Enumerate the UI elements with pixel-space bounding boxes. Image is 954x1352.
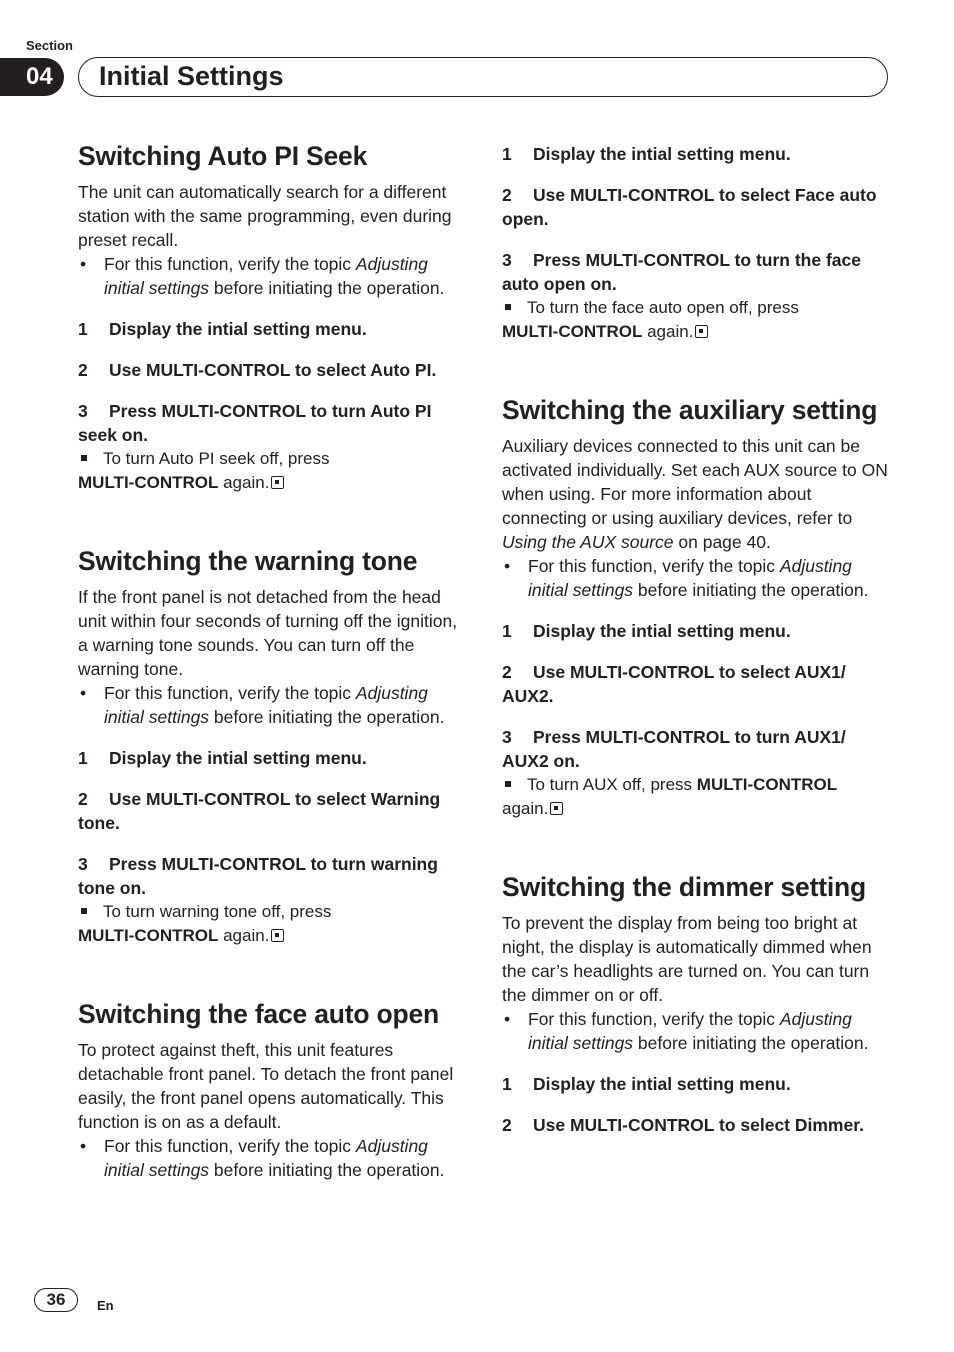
aux-source-link: Using the AUX source (502, 532, 674, 552)
auto-pi-bullet: • For this function, verify the topic Adjusting initial settings before initiating the operation. (80, 254, 445, 298)
dimmer-body: To prevent the display from being too bright at night, the display is automatically dimmed when the car’s headlights are turned on. You can turn the dimmer on or off. (502, 913, 872, 1005)
face-step-3: 3 Press MULTI-CONTROL to turn the face auto open on. (502, 250, 861, 294)
note-square-icon (81, 908, 87, 914)
adjusting-link: Adjusting initial settings (104, 254, 428, 298)
dimmer-heading: Switching the dimmer setting (502, 872, 866, 902)
note-square-icon (81, 455, 87, 461)
section-title: Initial Settings (78, 57, 888, 97)
auto-pi-step-1: 1 Display the intial setting menu. (78, 319, 367, 339)
auto-pi-note: To turn Auto PI seek off, press MULTI-CONTROL again. (78, 449, 330, 492)
warning-heading: Switching the warning tone (78, 546, 418, 576)
end-mark-icon (695, 325, 708, 338)
page-number: 36 (34, 1288, 78, 1312)
face-step-1: 1 Display the intial setting menu. (502, 144, 791, 164)
warning-note: To turn warning tone off, press MULTI-CONTROL again. (78, 902, 332, 945)
warning-body: If the front panel is not detached from the head unit within four seconds of turning off the ignition, a warning tone sounds. You can turn off the warning tone. (78, 587, 458, 679)
end-mark-icon (550, 802, 563, 815)
aux-heading: Switching the auxiliary setting (502, 395, 878, 425)
aux-step-1: 1 Display the intial setting menu. (502, 621, 791, 641)
face-body: To protect against theft, this unit features detachable front panel. To detach the front panel easily, the front panel opens automatically. This function is on as a default. (78, 1040, 454, 1132)
bullet-dot: • (80, 683, 87, 703)
face-bullet: • For this function, verify the topic Adjusting initial settings before initiating the operation. (80, 1136, 445, 1180)
language-code: En (97, 1298, 114, 1313)
bullet-dot: • (504, 556, 511, 576)
note-square-icon (505, 781, 511, 787)
auto-pi-body: The unit can automatically search for a different station with the same programming, even during preset recall. (78, 182, 452, 250)
aux-step-2: 2 Use MULTI-CONTROL to select AUX1/ AUX2. (502, 662, 846, 706)
warning-step-3: 3 Press MULTI-CONTROL to turn warning tone on. (78, 854, 438, 898)
bullet-dot: • (80, 1136, 87, 1156)
aux-step-3: 3 Press MULTI-CONTROL to turn AUX1/ AUX2 on. (502, 727, 846, 771)
bullet-dot: • (80, 254, 87, 274)
left-column (78, 138, 464, 1182)
face-step-2: 2 Use MULTI-CONTROL to select Face auto open. (502, 185, 877, 229)
note-square-icon (505, 304, 511, 310)
adjusting-link: Adjusting initial settings (528, 1009, 852, 1053)
auto-pi-step-3: 3 Press MULTI-CONTROL to turn Auto PI seek on. (78, 401, 432, 445)
warning-bullet: • For this function, verify the topic Adjusting initial settings before initiating the operation. (80, 683, 445, 727)
end-mark-icon (271, 476, 284, 489)
warning-step-2: 2 Use MULTI-CONTROL to select Warning tone. (78, 789, 441, 833)
bullet-dot: • (504, 1009, 511, 1029)
section-label: Section (26, 38, 73, 53)
dimmer-bullet: • For this function, verify the topic Adjusting initial settings before initiating the operation. (504, 1009, 869, 1053)
end-mark-icon (271, 929, 284, 942)
adjusting-link: Adjusting initial settings (104, 683, 428, 727)
adjusting-link: Adjusting initial settings (104, 1136, 428, 1180)
dimmer-step-1: 1 Display the intial setting menu. (502, 1074, 791, 1094)
aux-body: Auxiliary devices connected to this unit can be activated individually. Set each AUX source to ON when using. For more information about connecting or using auxiliary devices, refer to Using the AUX source on page 40. (502, 436, 888, 552)
aux-note: To turn AUX off, press MULTI-CONTROL again. (502, 775, 838, 818)
face-heading: Switching the face auto open (78, 999, 440, 1029)
auto-pi-step-2: 2 Use MULTI-CONTROL to select Auto PI. (78, 360, 437, 380)
right-column (502, 140, 888, 1137)
aux-bullet: • For this function, verify the topic Adjusting initial settings before initiating the operation. (504, 556, 869, 600)
section-number-badge: 04 (0, 58, 64, 96)
auto-pi-heading: Switching Auto PI Seek (78, 141, 368, 171)
face-note: To turn the face auto open off, press MULTI-CONTROL again. (502, 298, 799, 341)
adjusting-link: Adjusting initial settings (528, 556, 852, 600)
warning-step-1: 1 Display the intial setting menu. (78, 748, 367, 768)
dimmer-step-2: 2 Use MULTI-CONTROL to select Dimmer. (502, 1115, 864, 1135)
